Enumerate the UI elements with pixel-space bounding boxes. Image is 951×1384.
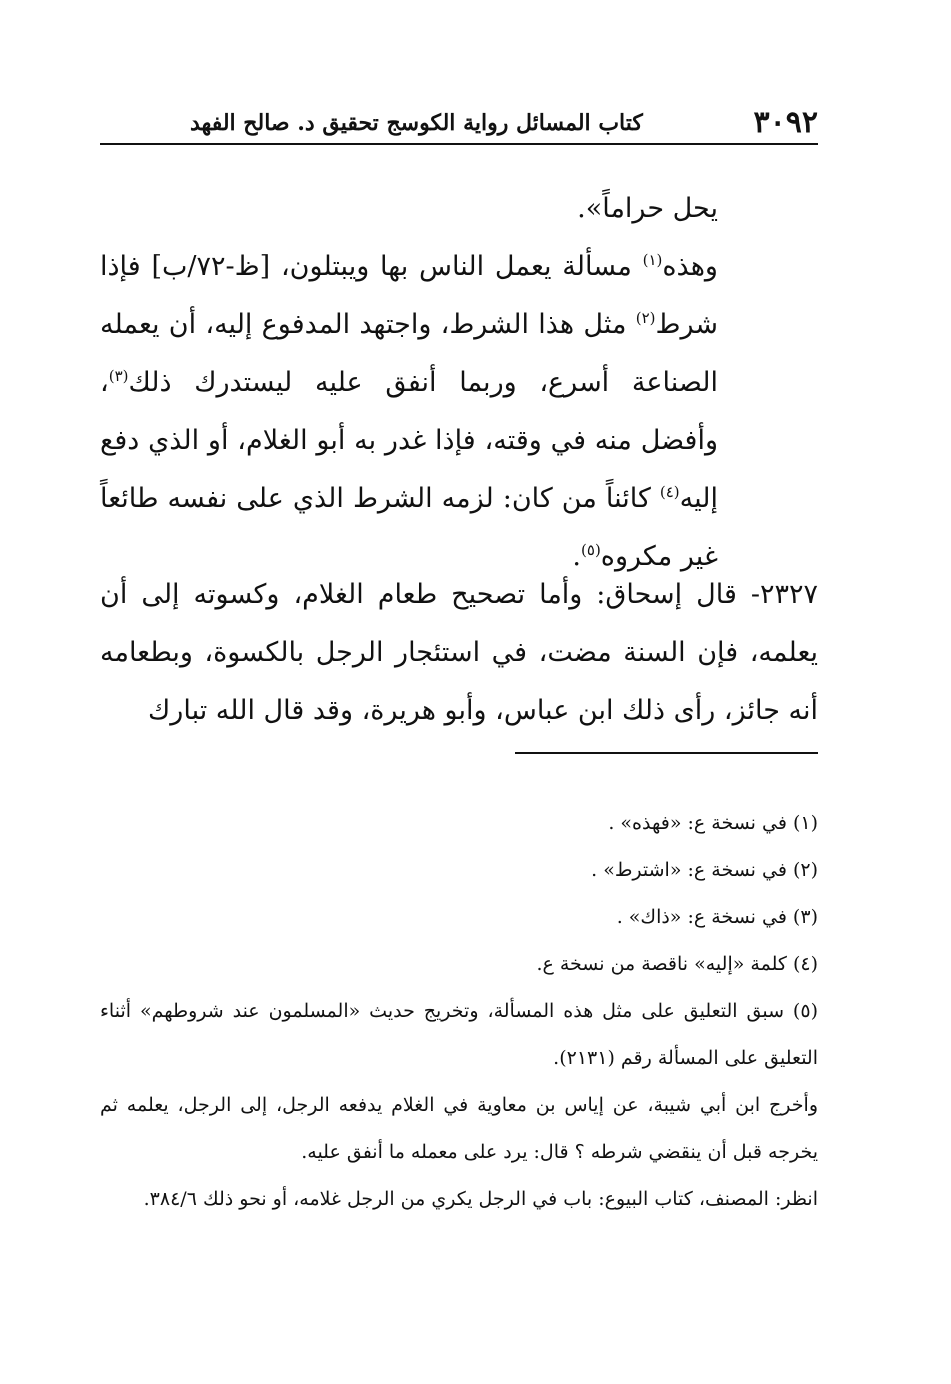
text-run: مثل هذا الشرط، واجتهد المدفوع إليه، أن يعمله الصناعة أسرع، وربما أنفق عليه ليستدرك ذلك — [100, 309, 718, 398]
footnote-ref-3: (٣) — [108, 367, 129, 385]
text-run: ، وأفضل منه في وقته، فإذا غدر به أبو الغلام، أو الذي دفع إليه — [100, 367, 718, 514]
page-header — [100, 100, 818, 140]
entry-paragraph — [100, 566, 818, 740]
main-text — [100, 180, 718, 586]
footnote-5-continuation-2: انظر: المصنف، كتاب البيوع: باب في الرجل يكري من الرجل غلامه، أو نحو ذلك ٣٨٤/٦. — [143, 1188, 818, 1210]
paragraph-1 — [100, 180, 718, 238]
footnote-1: (١) في نسخة ع: «فهذه» . — [608, 812, 818, 834]
footnote-ref-5: (٥) — [581, 541, 601, 559]
footnote-ref-2: (٢) — [635, 309, 656, 327]
paragraph-2 — [100, 238, 718, 586]
footnote-3: (٣) في نسخة ع: «ذاك» . — [616, 906, 818, 928]
text-run: كائناً من كان: لزمه الشرط الذي على نفسه طائعاً غير مكروه — [100, 483, 718, 572]
entry-number: ٢٣٢٧- — [750, 579, 818, 610]
footnote-separator — [515, 752, 818, 754]
header-rule — [100, 143, 818, 145]
footnote-ref-1: (١) — [642, 251, 663, 269]
footnote-ref-4: (٤) — [659, 483, 680, 501]
text-run: مسألة يعمل الناس بها ويبتلون، [ظ-٧٢/ب] فإذا شرط — [100, 251, 718, 340]
footnote-5-continuation-1: وأخرج ابن أبي شيبة، عن إياس بن معاوية في الغلام يدفعه الرجل، إلى الرجل، يعلمه ثم يخرجه قبل أن ينقضي شرطه ؟ قال: يرد على معمله ما أنفق عليه. — [100, 1094, 818, 1163]
text-run: . — [572, 541, 582, 572]
entry-2327 — [100, 566, 818, 740]
footnote-2: (٢) في نسخة ع: «اشترط» . — [591, 859, 818, 881]
footnote-5: (٥) سبق التعليق على مثل هذه المسألة، وتخريج حديث «المسلمون عند شروطهم» أثناء التعليق على المسألة رقم (٢١٣١). — [100, 1000, 818, 1069]
running-title: كتاب المسائل رواية الكوسج تحقيق د. صالح الفهد — [190, 110, 643, 136]
text-run: وهذه — [662, 251, 718, 282]
footnote-4: (٤) كلمة «إليه» ناقصة من نسخة ع. — [536, 953, 818, 975]
footnotes — [100, 800, 818, 1223]
entry-text: قال إسحاق: وأما تصحيح طعام الغلام، وكسوته إلى أن يعلمه، فإن السنة مضت، في استئجار الرجل بالكسوة، وبطعامه أنه جائز، رأى ذلك ابن عباس، وأبو هريرة، وقد قال الله تبارك — [100, 579, 818, 726]
page-number: ٣٠٩٢ — [753, 105, 818, 140]
paragraph-1-text: يحل حراماً». — [577, 193, 718, 224]
